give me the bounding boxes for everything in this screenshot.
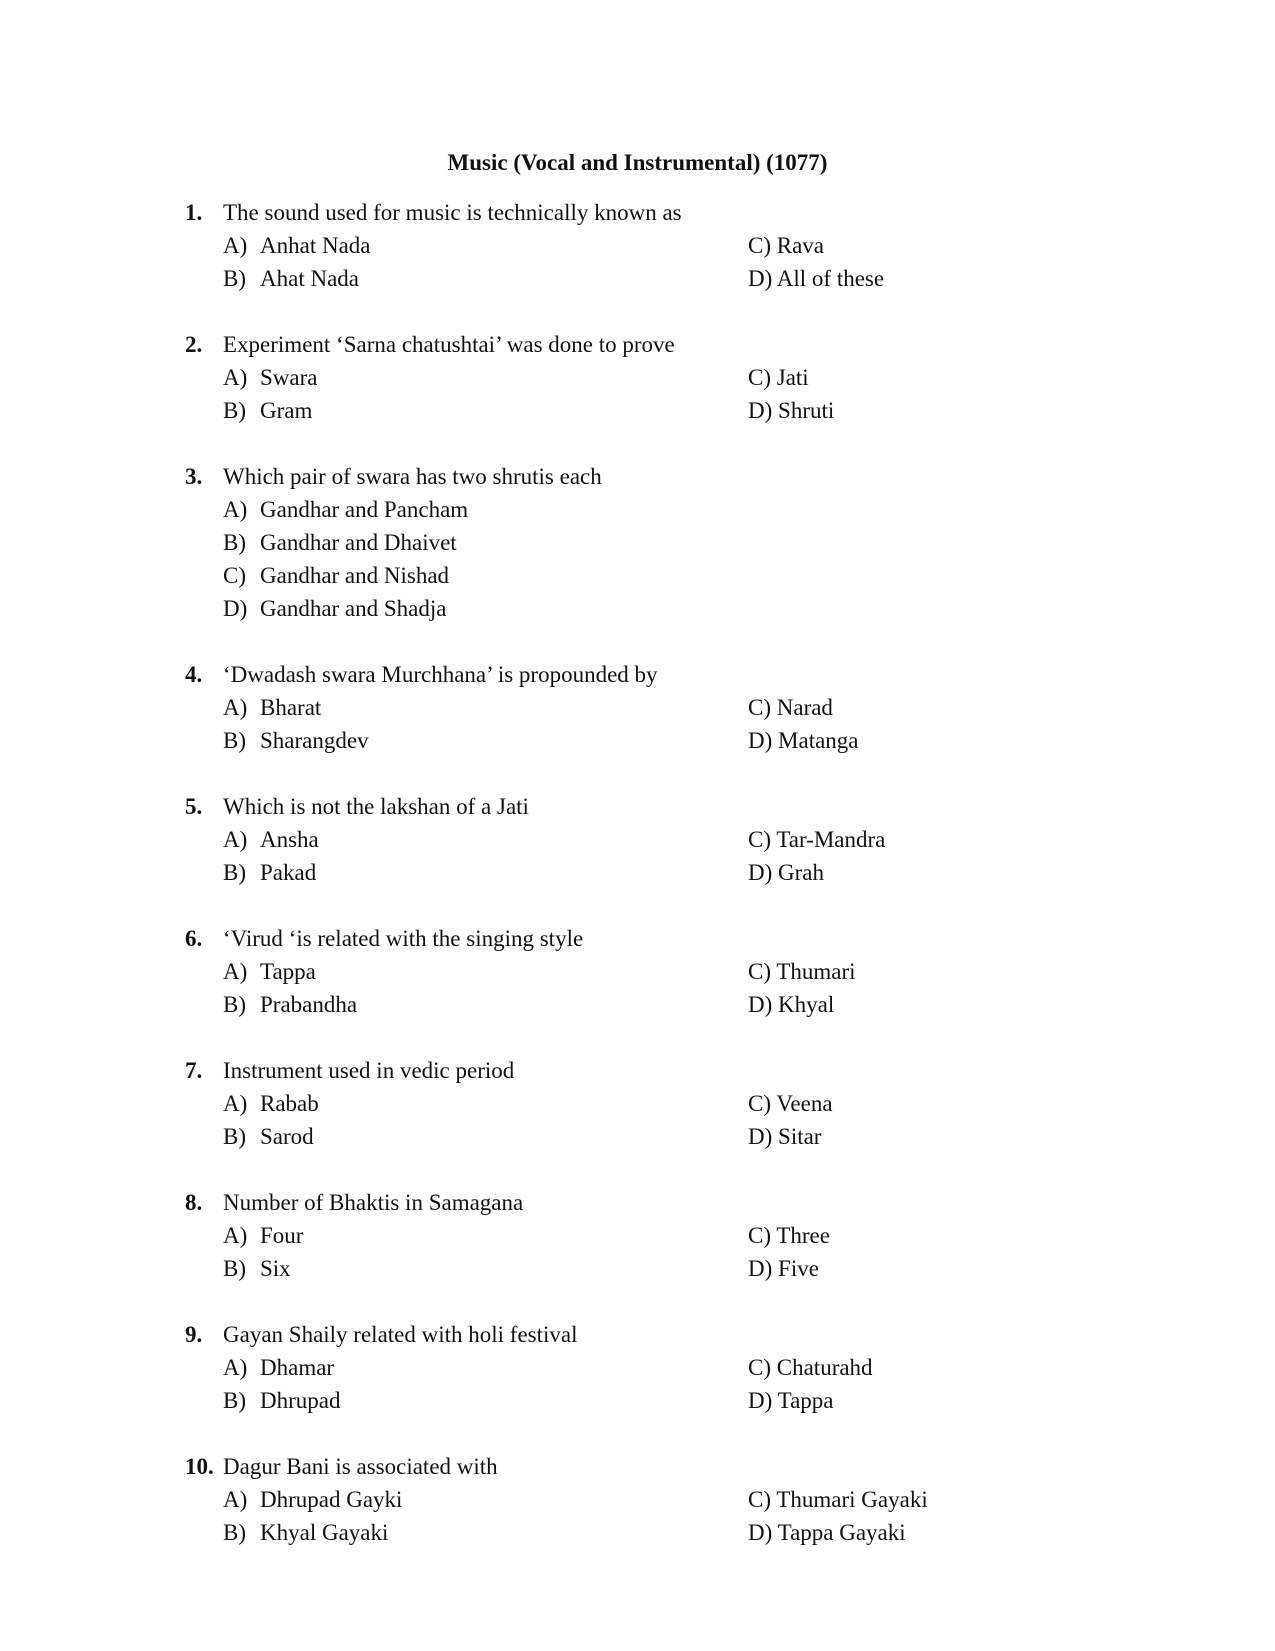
option-d[interactable] [748,262,884,295]
option-key: D) [748,1388,773,1413]
question-number: 3. [185,464,203,489]
option-d[interactable] [748,1120,821,1153]
question-9 [185,1318,1085,1418]
option-key: A) [223,1091,248,1116]
question-text: ‘Dwadash swara Murchhana’ is propounded by [223,662,658,687]
option-text: Khyal Gayaki [260,1520,389,1545]
option-text: Gandhar and Nishad [260,563,450,588]
question-2 [185,328,1085,428]
option-text: Chaturahd [776,1355,873,1380]
option-key: B) [223,266,246,291]
option-text: Veena [776,1091,833,1116]
option-key: A) [223,497,248,522]
option-b[interactable] [223,1120,314,1153]
question-stem [185,328,675,361]
option-key: A) [223,1223,248,1248]
option-b[interactable] [223,1516,388,1549]
option-text: Gram [260,398,313,423]
option-d[interactable] [223,592,447,625]
question-number: 5. [185,794,203,819]
option-text: Four [260,1223,304,1248]
option-key: B) [223,728,246,753]
option-key: B) [223,1520,246,1545]
option-c[interactable] [748,1351,873,1384]
option-b[interactable] [223,262,359,295]
option-c[interactable] [748,955,856,988]
option-b[interactable] [223,526,457,559]
option-c[interactable] [748,1219,830,1252]
question-text: Which is not the lakshan of a Jati [223,794,529,819]
option-key: D) [748,1520,773,1545]
option-a[interactable] [223,1087,319,1120]
option-key: A) [223,233,248,258]
option-key: C) [748,959,771,984]
option-key: B) [223,530,246,555]
option-key: A) [223,695,248,720]
option-key: C) [748,1223,771,1248]
option-a[interactable] [223,1483,402,1516]
option-key: C) [748,827,771,852]
option-key: D) [748,860,773,885]
option-text: Tappa [777,1388,834,1413]
question-6 [185,922,1085,1022]
option-text: Rabab [260,1091,319,1116]
question-3 [185,460,1085,630]
option-a[interactable] [223,955,316,988]
question-10 [185,1450,1085,1550]
option-a[interactable] [223,493,468,526]
option-key: C) [748,1355,771,1380]
question-4 [185,658,1085,758]
option-text: Narad [776,695,833,720]
question-stem [185,1186,523,1219]
option-d[interactable] [748,1516,906,1549]
question-1 [185,196,1085,296]
option-c[interactable] [223,559,449,592]
option-key: D) [748,1256,773,1281]
option-key: B) [223,1256,246,1281]
page-title: Music (Vocal and Instrumental) (1077) [447,150,828,175]
option-d[interactable] [748,394,834,427]
option-c[interactable] [748,823,885,856]
option-text: Gandhar and Pancham [260,497,469,522]
option-text: Ansha [260,827,319,852]
option-key: B) [223,1124,246,1149]
question-5 [185,790,1085,890]
option-text: Dhrupad Gayki [260,1487,403,1512]
option-key: D) [748,992,773,1017]
option-text: Dhamar [260,1355,335,1380]
question-text: Experiment ‘Sarna chatushtai’ was done to prove [223,332,675,357]
question-number: 8. [185,1190,203,1215]
option-key: A) [223,365,248,390]
option-key: B) [223,1388,246,1413]
option-key: C) [223,563,246,588]
option-key: C) [748,1091,771,1116]
option-key: C) [748,365,771,390]
option-text: Anhat Nada [260,233,371,258]
option-text: Pakad [260,860,317,885]
option-a[interactable] [223,1351,334,1384]
option-text: Sarod [260,1124,314,1149]
question-7 [185,1054,1085,1154]
question-number: 9. [185,1322,203,1347]
option-a[interactable] [223,823,319,856]
option-text: Five [778,1256,819,1281]
question-number: 10. [185,1454,214,1479]
option-text: Jati [776,365,809,390]
question-number: 2. [185,332,203,357]
option-c[interactable] [748,361,809,394]
option-a[interactable] [223,361,317,394]
question-stem [185,1450,498,1483]
question-number: 7. [185,1058,203,1083]
option-key: B) [223,860,246,885]
question-stem [185,460,602,493]
option-a[interactable] [223,691,321,724]
question-stem [185,658,658,691]
question-stem [185,196,682,229]
option-b[interactable] [223,988,357,1021]
question-text: Dagur Bani is associated with [223,1454,498,1479]
option-key: A) [223,959,248,984]
option-text: Khyal [778,992,835,1017]
option-text: Gandhar and Dhaivet [260,530,457,555]
option-text: Tappa [260,959,316,984]
question-text: Instrument used in vedic period [223,1058,515,1083]
option-key: C) [748,233,771,258]
option-b[interactable] [223,394,312,427]
option-b[interactable] [223,1384,340,1417]
question-text: Which pair of swara has two shrutis each [223,464,602,489]
option-c[interactable] [748,229,824,262]
option-text: Bharat [260,695,322,720]
option-d[interactable] [748,1384,834,1417]
option-b[interactable] [223,856,316,889]
option-text: Grah [778,860,825,885]
option-text: Rava [776,233,825,258]
option-key: D) [748,266,773,291]
option-key: B) [223,398,246,423]
question-number: 6. [185,926,203,951]
option-key: C) [748,695,771,720]
question-stem [185,922,583,955]
option-key: B) [223,992,246,1017]
option-a[interactable] [223,229,371,262]
question-text: ‘Virud ‘is related with the singing style [223,926,584,951]
option-d[interactable] [748,1252,819,1285]
option-key: D) [223,596,248,621]
option-text: All of these [776,266,885,291]
question-number: 4. [185,662,203,687]
option-text: Shruti [778,398,835,423]
option-text: Prabandha [260,992,358,1017]
option-d[interactable] [748,988,834,1021]
option-text: Tar-Mandra [776,827,886,852]
option-text: Swara [260,365,318,390]
option-key: A) [223,1355,248,1380]
option-text: Ahat Nada [260,266,359,291]
option-key: A) [223,1487,248,1512]
option-text: Matanga [778,728,859,753]
option-key: A) [223,827,248,852]
option-b[interactable] [223,724,369,757]
question-number: 1. [185,200,203,225]
option-text: Gandhar and Shadja [260,596,447,621]
question-stem [185,790,529,823]
option-d[interactable] [748,856,824,889]
option-b[interactable] [223,1252,291,1285]
option-text: Six [260,1256,291,1281]
option-text: Sitar [778,1124,822,1149]
option-text: Thumari [776,959,856,984]
question-stem [185,1318,578,1351]
option-text: Three [776,1223,830,1248]
option-a[interactable] [223,1219,303,1252]
option-text: Tappa Gayaki [777,1520,906,1545]
option-key: D) [748,728,773,753]
option-key: C) [748,1487,771,1512]
option-c[interactable] [748,1087,833,1120]
question-text: Gayan Shaily related with holi festival [223,1322,578,1347]
question-text: Number of Bhaktis in Samagana [223,1190,524,1215]
option-c[interactable] [748,691,833,724]
question-stem [185,1054,514,1087]
option-d[interactable] [748,724,859,757]
option-key: D) [748,1124,773,1149]
question-8 [185,1186,1085,1286]
option-key: D) [748,398,773,423]
question-text: The sound used for music is technically known as [223,200,682,225]
option-c[interactable] [748,1483,928,1516]
option-text: Sharangdev [260,728,369,753]
option-text: Thumari Gayaki [776,1487,928,1512]
option-text: Dhrupad [260,1388,341,1413]
